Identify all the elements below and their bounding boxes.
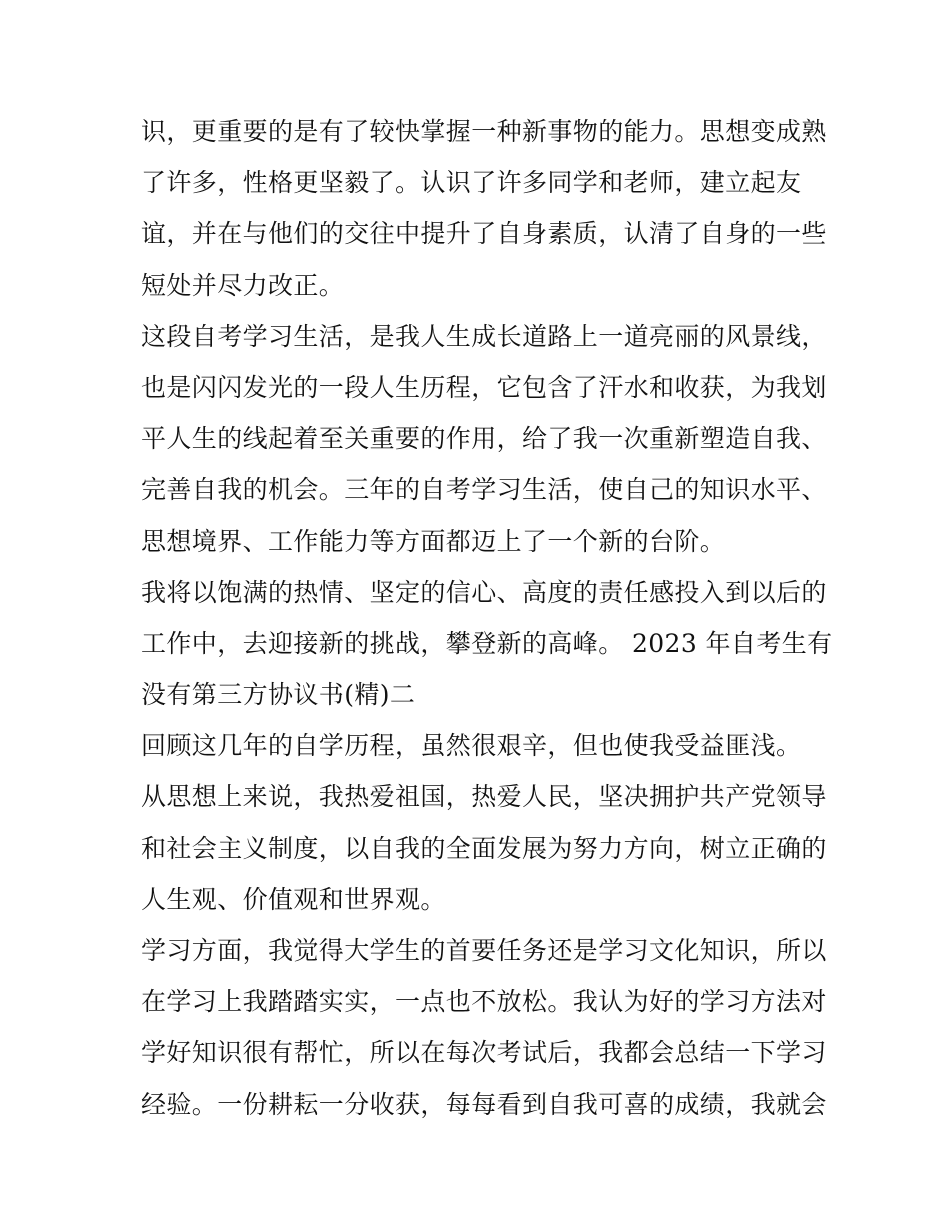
text-line-2: 了许多，性格更坚毅了。认识了许多同学和老师，建立起友 xyxy=(141,168,802,198)
text-line-7: 平人生的线起着至关重要的作用，给了我一次重新塑造自我、 xyxy=(141,424,827,454)
text-line-10: 我将以饱满的热情、坚定的信心、高度的责任感投入到以后的 xyxy=(141,577,827,607)
text-line-12: 没有第三方协议书(精)二 xyxy=(141,680,416,710)
text-line-9: 思想境界、工作能力等方面都迈上了一个新的台阶。 xyxy=(141,526,726,556)
text-line-18: 在学习上我踏踏实实，一点也不放松。我认为好的学习方法对 xyxy=(141,987,827,1017)
text-line-6: 也是闪闪发光的一段人生历程，它包含了汗水和收获，为我划 xyxy=(141,372,827,402)
text-line-1: 识，更重要的是有了较快掌握一种新事物的能力。思想变成熟 xyxy=(141,117,827,146)
text-line-16: 人生观、价值观和世界观。 xyxy=(141,884,446,914)
text-line-20: 经验。一份耕耘一分收获，每每看到自我可喜的成绩，我就会 xyxy=(141,1089,827,1119)
text-line-4: 短处并尽力改正。 xyxy=(141,270,345,300)
text-line-8: 完善自我的机会。三年的自考学习生活，使自己的知识水平、 xyxy=(141,475,827,505)
text-line-15: 和社会主义制度，以自我的全面发展为努力方向，树立正确的 xyxy=(141,833,827,863)
text-line-13: 回顾这几年的自学历程，虽然很艰辛，但也使我受益匪浅。 xyxy=(141,731,802,761)
text-line-5: 这段自考学习生活，是我人生成长道路上一道亮丽的风景线， xyxy=(141,321,827,351)
text-line-11: 工作中，去迎接新的挑战，攀登新的高峰。 2023 年自考生有 xyxy=(141,628,833,658)
text-line-17: 学习方面，我觉得大学生的首要任务还是学习文化知识，所以 xyxy=(141,936,827,965)
text-line-3: 谊，并在与他们的交往中提升了自身素质，认清了自身的一些 xyxy=(141,219,827,249)
text-line-14: 从思想上来说，我热爱祖国，热爱人民，坚决拥护共产党领导 xyxy=(141,782,827,812)
document-body xyxy=(141,106,833,1130)
text-line-19: 学好知识很有帮忙，所以在每次考试后，我都会总结一下学习 xyxy=(141,1038,827,1068)
